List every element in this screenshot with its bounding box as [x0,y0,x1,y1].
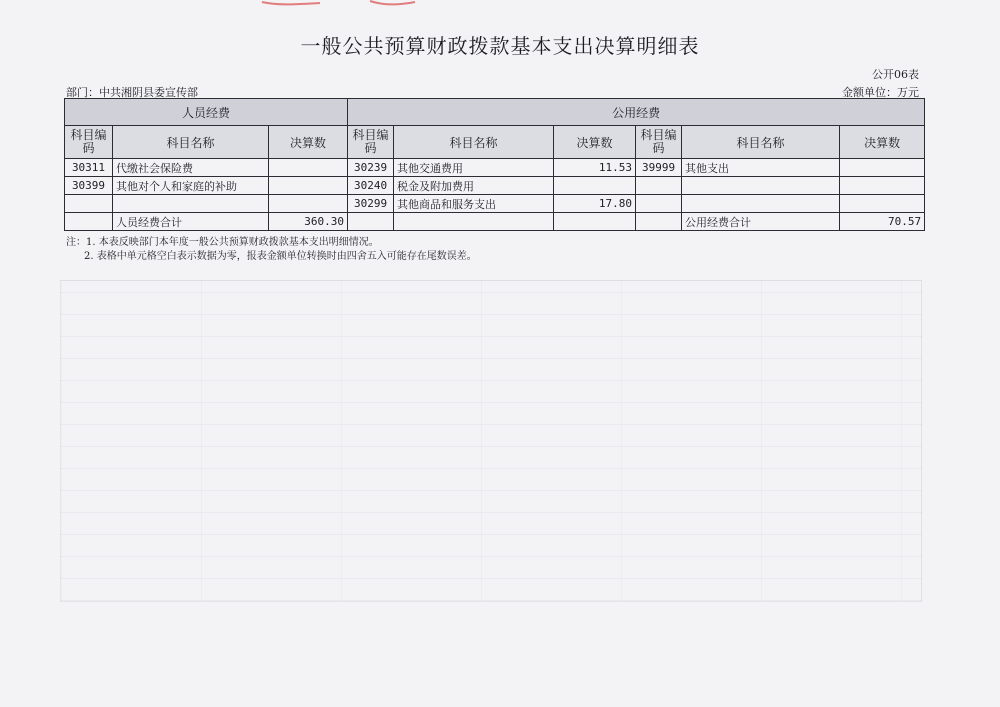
public-code: 30240 [348,177,394,195]
personnel-amount [269,177,348,195]
col-header-amount: 决算数 [554,126,636,159]
public-name-2 [682,195,840,213]
form-number: 公开06表 [872,68,919,81]
personnel-amount [269,195,348,213]
personnel-name [113,195,269,213]
col-header-code: 科目编码 [636,126,682,159]
public-total-label: 公用经费合计 [682,213,840,231]
expenditure-table [64,98,925,231]
faded-background-grid [60,280,922,602]
table-row [65,195,925,213]
page-title: 一般公共预算财政拨款基本支出决算明细表 [300,34,700,58]
col-header-name: 科目名称 [113,126,269,159]
footnote-2: 2. 表格中单元格空白表示数据为零，报表金额单位转换时由四舍五入可能存在尾数误差。 [84,251,477,262]
table-row [65,177,925,195]
public-code: 30239 [348,159,394,177]
public-code-2: 39999 [636,159,682,177]
public-code: 30299 [348,195,394,213]
empty-cell [65,213,113,231]
public-total-value: 70.57 [840,213,925,231]
totals-row [65,213,925,231]
group-header-row [65,99,925,126]
personnel-code: 30311 [65,159,113,177]
public-code-2 [636,195,682,213]
personnel-code [65,195,113,213]
personnel-name: 其他对个人和家庭的补助 [113,177,269,195]
footnote-1: 注：1. 本表反映部门本年度一般公共预算财政拨款基本支出明细情况。 [66,237,379,248]
empty-cell [394,213,554,231]
public-amount [554,177,636,195]
department-label: 部门：中共湘阴县委宣传部 [66,86,198,99]
public-name-2: 其他支出 [682,159,840,177]
personnel-amount [269,159,348,177]
col-header-name: 科目名称 [682,126,840,159]
col-header-code: 科目编码 [65,126,113,159]
col-header-amount: 决算数 [269,126,348,159]
col-header-amount: 决算数 [840,126,925,159]
public-amount: 11.53 [554,159,636,177]
personnel-total-label: 人员经费合计 [113,213,269,231]
column-header-row [65,126,925,159]
table-row [65,159,925,177]
public-amount-2 [840,177,925,195]
public-name: 其他交通费用 [394,159,554,177]
personnel-total-value: 360.30 [269,213,348,231]
personnel-group-header: 人员经费 [65,99,348,126]
personnel-name: 代缴社会保险费 [113,159,269,177]
amount-unit-label: 金额单位：万元 [842,86,919,99]
public-name-2 [682,177,840,195]
public-name: 税金及附加费用 [394,177,554,195]
public-amount: 17.80 [554,195,636,213]
public-code-2 [636,177,682,195]
public-amount-2 [840,195,925,213]
empty-cell [636,213,682,231]
personnel-code: 30399 [65,177,113,195]
col-header-name: 科目名称 [394,126,554,159]
public-name: 其他商品和服务支出 [394,195,554,213]
public-group-header: 公用经费 [348,99,925,126]
footnotes [66,236,477,264]
red-stamp-mark [260,0,420,8]
col-header-code: 科目编码 [348,126,394,159]
empty-cell [348,213,394,231]
empty-cell [554,213,636,231]
public-amount-2 [840,159,925,177]
